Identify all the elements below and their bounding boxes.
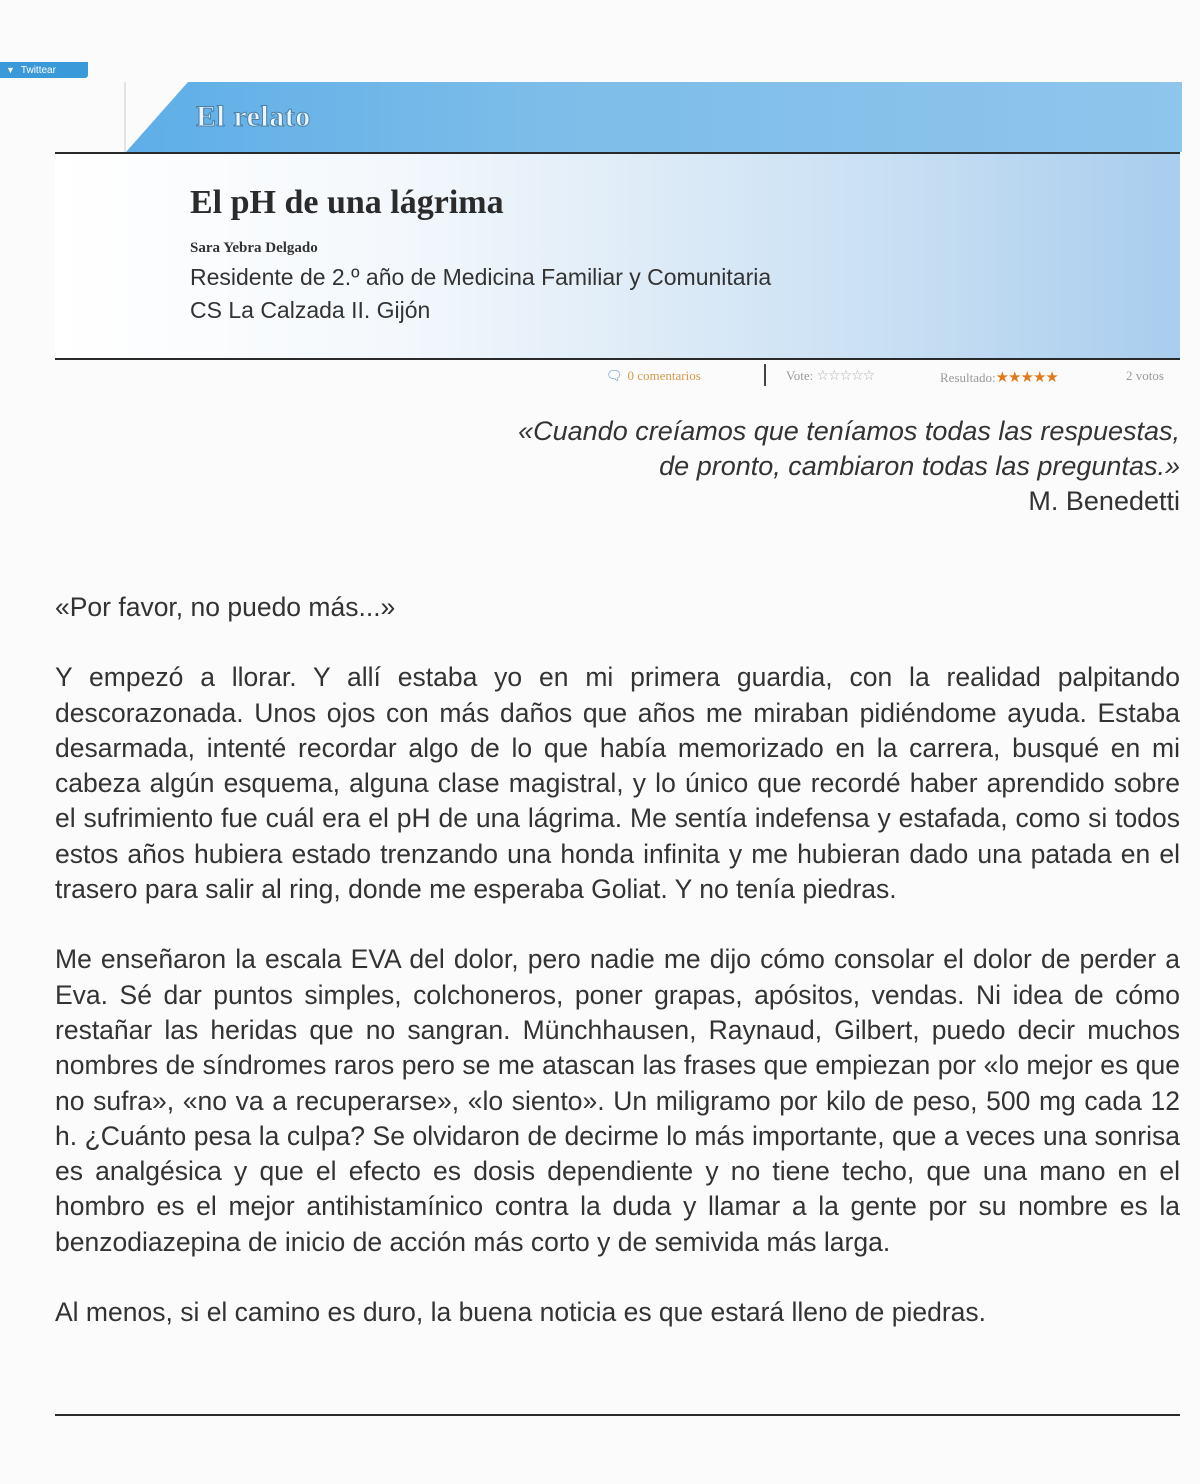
comments-count: 0 comentarios bbox=[627, 368, 701, 383]
votes-count: 2 votos bbox=[1126, 368, 1164, 383]
tweet-button[interactable] bbox=[0, 62, 88, 78]
comments-link[interactable] bbox=[606, 368, 701, 384]
rating-result bbox=[940, 368, 1058, 386]
body-paragraph-2: Me enseñaron la escala EVA del dolor, pero nadie me dijo cómo consolar el dolor de perder a Eva. Sé dar puntos simples, colchoneros, poner grapas, apósitos, vendas. Ni idea de cómo restañar las heridas que no sangran. Münchhausen, Raynaud, Gilbert, puedo decir muchos nombres de síndromes raros pero se me atascan las frases que empiezan por «lo mejor es que no sufra», «no va a recuperarse», «lo siento». Un miligramo por kilo de peso, 500 mg cada 12 h. ¿Cuánto pesa la culpa? Se olvidaron de decirme lo más importante, que a veces una sonrisa es analgésica y que el efecto es dosis dependiente y no tiene techo, que una mano en el hombro es el mejor antihistamínico contra la duda y llamar a la gente por su nombre es la benzodiazepina de inicio de acción más corto y de semivida más larga. bbox=[55, 944, 1180, 1257]
body-paragraph-3: Al menos, si el camino es duro, la buena noticia es que estará lleno de piedras. bbox=[55, 1297, 986, 1328]
author-affiliation: Residente de 2.º año de Medicina Familiar y Comunitaria bbox=[190, 264, 772, 290]
meta-divider bbox=[764, 364, 766, 386]
article-body bbox=[55, 590, 1180, 1330]
article-title: El pH de una lágrima bbox=[190, 184, 504, 221]
vote-stars[interactable]: ☆☆☆☆☆ bbox=[816, 368, 875, 384]
epigraph-attribution: M. Benedetti bbox=[1028, 486, 1180, 516]
author-center: CS La Calzada II. Gijón bbox=[190, 297, 431, 323]
article-meta-bar bbox=[600, 364, 1180, 388]
tweet-button-label: Twittear bbox=[20, 65, 56, 76]
epigraph-line-2: de pronto, cambiaron todas las preguntas.» bbox=[659, 451, 1180, 481]
article-header bbox=[55, 152, 1180, 360]
body-paragraph-1: Y empezó a llorar. Y allí estaba yo en mi primera guardia, con la realidad palpitando descorazonada. Unos ojos con más daños que años me miraban pidiéndome ayuda. Estaba desarmada, intenté recordar algo de lo que había memorizado en la carrera, busqué en mi cabeza algún esquema, alguna clase magistral, y lo único que recordé haber aprendido sobre el sufrimiento fue cuál era el pH de una lágrima. Me sentía indefensa y estafada, como si todos estos años hubiera estado trenzando una honda infinita y me hubieran dado una patada en el trasero para salir al ring, donde me esperaba Goliat. Y no tenía piedras. bbox=[55, 662, 1180, 905]
bottom-divider bbox=[55, 1414, 1180, 1416]
result-label: Resultado: bbox=[940, 370, 996, 385]
section-header bbox=[124, 82, 1182, 152]
article-author: Sara Yebra Delgado bbox=[190, 240, 318, 256]
vote-widget bbox=[786, 368, 874, 384]
epigraph bbox=[280, 414, 1180, 519]
section-title: El relato bbox=[196, 100, 311, 133]
twitter-bird-icon: ▼ bbox=[6, 65, 15, 75]
epigraph-line-1: «Cuando creíamos que teníamos todas las respuestas, bbox=[518, 416, 1180, 446]
speech-bubbles-icon: 🗨 bbox=[606, 369, 623, 384]
vote-label: Vote: bbox=[786, 368, 814, 383]
result-stars: ★★★★★ bbox=[995, 368, 1058, 386]
opening-line: «Por favor, no puedo más...» bbox=[55, 592, 396, 622]
section-header-wedge bbox=[126, 82, 188, 152]
